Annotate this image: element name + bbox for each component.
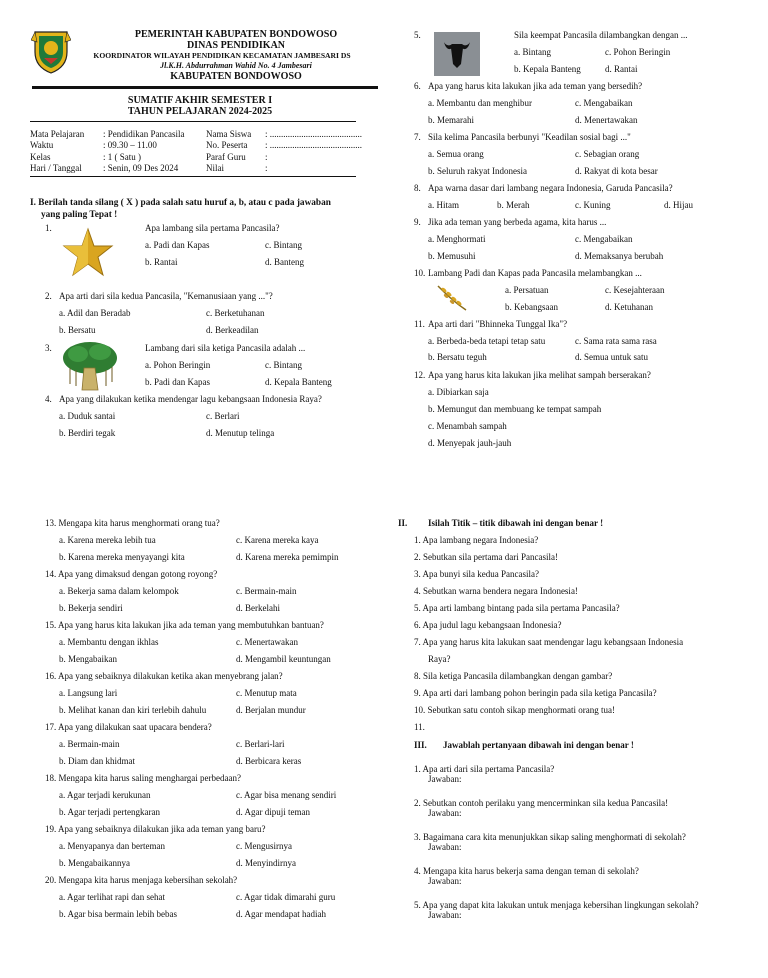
info-label: Mata Pelajaran xyxy=(30,129,85,139)
question-number: 14. xyxy=(45,569,57,579)
option-c[interactable]: c. Berlari xyxy=(206,411,240,421)
question-body: Apa yang harus kita lakukan jika ada teman yang membutuhkan bantuan? xyxy=(58,620,324,630)
question-number: 9. xyxy=(414,217,421,227)
question-text: Apa arti dari "Bhinneka Tunggal Ika"? xyxy=(428,319,568,329)
question-text: Sila kelima Pancasila berbunyi "Keadilan sosial bagi ..." xyxy=(428,132,631,142)
info-value: : 1 ( Satu ) xyxy=(103,152,141,162)
question-number: 11. xyxy=(414,319,425,329)
option-b[interactable]: b. Kepala Banteng xyxy=(514,64,581,74)
option-d[interactable]: d. Berbicara keras xyxy=(236,756,302,766)
question-number: 16. xyxy=(45,671,57,681)
question-text xyxy=(45,824,265,834)
option-b[interactable]: b. Berdiri tegak xyxy=(59,428,116,438)
question-body: Apa yang sebaiknya dilakukan jika ada teman yang baru? xyxy=(58,824,266,834)
option-d[interactable]: d. Rantai xyxy=(605,64,638,74)
section-3-number: III. xyxy=(414,740,427,750)
option-a[interactable]: a. Karena mereka lebih tua xyxy=(59,535,156,545)
question-text: Lambang dari sila ketiga Pancasila adalah ... xyxy=(145,343,306,353)
option-d[interactable]: d. Agar mendapat hadiah xyxy=(236,909,326,919)
option-c[interactable]: c. Menutup mata xyxy=(236,688,297,698)
answer-label[interactable]: Jawaban: xyxy=(428,842,462,852)
option-a[interactable]: a. Bintang xyxy=(514,47,551,57)
option-d[interactable]: d. Mengambil keuntungan xyxy=(236,654,331,664)
info-label: Paraf Guru xyxy=(206,152,246,162)
option-c[interactable]: c. Pohon Beringin xyxy=(605,47,671,57)
option-c[interactable]: c. Kuning xyxy=(575,200,611,210)
option-d[interactable]: d. Berkeadilan xyxy=(206,325,259,335)
question-text: Lambang Padi dan Kapas pada Pancasila melambangkan ... xyxy=(428,268,642,278)
fill-in-item: 9. Apa arti dari lambang pohon beringin pada sila ketiga Pancasila? xyxy=(414,688,657,698)
option-a[interactable]: a. Bermain-main xyxy=(59,739,120,749)
kabupaten-logo xyxy=(31,28,71,74)
section-3-title: Jawablah pertanyaan dibawah ini dengan benar ! xyxy=(443,740,634,750)
option-a[interactable]: a. Agar terjadi kerukunan xyxy=(59,790,151,800)
question-number: 6. xyxy=(414,81,421,91)
header-line-2: DINAS PENDIDIKAN xyxy=(186,40,286,51)
option-b[interactable]: b. Bekerja sendiri xyxy=(59,603,123,613)
question-text xyxy=(45,875,237,885)
section-2-number: II. xyxy=(398,518,408,528)
option-a[interactable]: a. Hitam xyxy=(428,200,459,210)
question-text: Apa lambang sila pertama Pancasila? xyxy=(145,223,280,233)
option-d[interactable]: d. Semua untuk satu xyxy=(575,352,648,362)
title-divider xyxy=(30,121,356,122)
option-c[interactable]: c. Menertawakan xyxy=(236,637,298,647)
option-a[interactable]: a. Bekerja sama dalam kelompok xyxy=(59,586,179,596)
answer-label[interactable]: Jawaban: xyxy=(428,774,462,784)
option-d[interactable]: d. Menutup telinga xyxy=(206,428,275,438)
option-a[interactable]: a. Agar terlihat rapi dan sehat xyxy=(59,892,165,902)
info-value: : 09.30 – 11.00 xyxy=(103,140,157,150)
question-number: 20. xyxy=(45,875,57,885)
fill-in-item: 6. Apa judul lagu kebangsaan Indonesia? xyxy=(414,620,562,630)
bull-head-icon xyxy=(434,32,480,76)
info-label: Hari / Tanggal xyxy=(30,163,82,173)
option-d[interactable]: d. Menyepak jauh-jauh xyxy=(428,438,512,448)
question-text xyxy=(45,773,241,783)
question-text xyxy=(45,518,220,528)
question-text xyxy=(45,671,283,681)
option-b[interactable]: b. Memarahi xyxy=(428,115,474,125)
question-text: Apa warna dasar dari lambang negara Indonesia, Garuda Pancasila? xyxy=(428,183,673,193)
question-text: Jika ada teman yang berbeda agama, kita harus ... xyxy=(428,217,607,227)
question-text: Apa yang harus kita lakukan jika ada teman yang bersedih? xyxy=(428,81,643,91)
fill-in-item: 8. Sila ketiga Pancasila dilambangkan dengan gambar? xyxy=(414,671,613,681)
question-number: 2. xyxy=(45,291,52,301)
option-a[interactable]: a. Duduk santai xyxy=(59,411,116,421)
info-label: Nilai xyxy=(206,163,224,173)
student-number-field[interactable]: : ......................................... xyxy=(265,140,363,150)
option-d[interactable]: d. Berkelahi xyxy=(236,603,280,613)
option-c[interactable]: c. Bintang xyxy=(265,360,302,370)
option-c[interactable]: c. Agar bisa menang sendiri xyxy=(236,790,337,800)
option-b[interactable]: b. Memungut dan membuang ke tempat sampah xyxy=(428,404,602,414)
option-a[interactable]: a. Menyapanya dan berteman xyxy=(59,841,165,851)
option-d[interactable]: d. Banteng xyxy=(265,257,304,267)
option-b[interactable]: b. Bersatu teguh xyxy=(428,352,487,362)
section-1-title: I. Berilah tanda silang ( X ) pada salah satu huruf a, b, atau c pada jawaban xyxy=(30,198,331,208)
option-a[interactable]: a. Membantu dengan ikhlas xyxy=(59,637,159,647)
question-body: Mengapa kita harus menjaga kebersihan sekolah? xyxy=(58,875,238,885)
question-number: 3. xyxy=(45,343,52,353)
header-divider xyxy=(32,86,378,89)
option-c[interactable]: c. Agar tidak dimarahi guru xyxy=(236,892,336,902)
option-b[interactable]: b. Diam dan khidmat xyxy=(59,756,135,766)
fill-in-item: 10. Sebutkan satu contoh sikap menghormati orang tua! xyxy=(414,705,615,715)
question-text: Apa yang harus kita lakukan jika melihat sampah berserakan? xyxy=(428,370,651,380)
option-d[interactable]: d. Kepala Banteng xyxy=(265,377,332,387)
info-divider xyxy=(30,176,356,177)
question-number: 17. xyxy=(45,722,57,732)
option-b[interactable]: b. Seluruh rakyat Indonesia xyxy=(428,166,527,176)
section-2-title: Isilah Titik – titik dibawah ini dengan benar ! xyxy=(428,518,604,528)
option-a[interactable]: a. Membantu dan menghibur xyxy=(428,98,532,108)
question-number: 4. xyxy=(45,394,52,404)
option-c[interactable]: c. Menambah sampah xyxy=(428,421,507,431)
option-c[interactable]: c. Berlari-lari xyxy=(236,739,285,749)
option-a[interactable]: a. Persatuan xyxy=(505,285,549,295)
option-a[interactable]: a. Langsung lari xyxy=(59,688,118,698)
question-number: 13. xyxy=(45,518,57,528)
option-a[interactable]: a. Dibiarkan saja xyxy=(428,387,489,397)
option-b[interactable]: b. Kebangsaan xyxy=(505,302,558,312)
option-d[interactable]: d. Memaksanya berubah xyxy=(575,251,664,261)
question-number: 15. xyxy=(45,620,57,630)
question-text xyxy=(45,620,324,630)
question-body: Apa yang dimaksud dengan gotong royong? xyxy=(58,569,218,579)
question-number: 12. xyxy=(414,370,426,380)
question-text xyxy=(45,569,217,579)
answer-label[interactable]: Jawaban: xyxy=(428,876,462,886)
question-text: Apa yang dilakukan ketika mendengar lagu kebangsaan Indonesia Raya? xyxy=(59,394,322,404)
option-d[interactable]: d. Menyindirnya xyxy=(236,858,296,868)
option-c[interactable]: c. Mengusirnya xyxy=(236,841,292,851)
info-label: Nama Siswa xyxy=(206,129,252,139)
star-icon xyxy=(62,227,114,277)
option-a[interactable]: a. Pohon Beringin xyxy=(145,360,211,370)
answer-label[interactable]: Jawaban: xyxy=(428,808,462,818)
essay-question: 5. Apa yang dapat kita lakukan untuk menjaga kebersihan lingkungan sekolah? xyxy=(414,900,699,910)
header-line-5: KABUPATEN BONDOWOSO xyxy=(170,71,302,82)
fill-in-item: 11. xyxy=(414,722,425,732)
option-d[interactable]: d. Karena mereka pemimpin xyxy=(236,552,339,562)
question-number: 19. xyxy=(45,824,57,834)
question-body: Apa yang dilakukan saat upacara bendera? xyxy=(58,722,212,732)
question-body: Mengapa kita harus saling menghargai perbedaan? xyxy=(58,773,242,783)
essay-question: 4. Mengapa kita harus bekerja sama dengan teman di sekolah? xyxy=(414,866,639,876)
option-c[interactable]: c. Sama rata sama rasa xyxy=(575,336,657,346)
option-a[interactable]: a. Padi dan Kapas xyxy=(145,240,210,250)
score-field[interactable]: : xyxy=(265,163,268,173)
teacher-sign-field[interactable]: : xyxy=(265,152,268,162)
question-number: 8. xyxy=(414,183,421,193)
option-b[interactable]: b. Merah xyxy=(497,200,530,210)
exam-title: SUMATIF AKHIR SEMESTER I xyxy=(127,95,273,106)
option-c[interactable]: c. Bermain-main xyxy=(236,586,297,596)
essay-question: 3. Bagaimana cara kita menunjukkan sikap saling menghormati di sekolah? xyxy=(414,832,686,842)
section-1-title-cont: yang paling Tepat ! xyxy=(41,210,118,220)
answer-label[interactable]: Jawaban: xyxy=(428,910,462,920)
question-body: Apa yang sebaiknya dilakukan ketika akan menyebrang jalan? xyxy=(58,671,283,681)
option-d[interactable]: d. Hijau xyxy=(664,200,693,210)
option-c[interactable]: c. Mengabaikan xyxy=(575,234,633,244)
option-c[interactable]: c. Kesejahteraan xyxy=(605,285,665,295)
info-label: Kelas xyxy=(30,152,51,162)
option-a[interactable]: a. Berbeda-beda tetapi tetap satu xyxy=(428,336,546,346)
option-b[interactable]: b. Mengabaikannya xyxy=(59,858,130,868)
essay-question: 2. Sebutkan contoh perilaku yang mencerminkan sila kedua Pancasila! xyxy=(414,798,669,808)
header-line-3: KOORDINATOR WILAYAH PENDIDIKAN KECAMATAN JAMBESARI DS xyxy=(93,51,351,60)
option-b[interactable]: b. Karena mereka menyayangi kita xyxy=(59,552,185,562)
option-c[interactable]: c. Mengabaikan xyxy=(575,98,633,108)
option-b[interactable]: b. Bersatu xyxy=(59,325,96,335)
option-a[interactable]: a. Menghormati xyxy=(428,234,486,244)
fill-in-item: 4. Sebutkan warna bendera negara Indonesia! xyxy=(414,586,578,596)
essay-question: 1. Apa arti dari sila pertama Pancasila? xyxy=(414,764,555,774)
option-b[interactable]: b. Memusuhi xyxy=(428,251,476,261)
option-b[interactable]: b. Mengabaikan xyxy=(59,654,117,664)
info-label: No. Peserta xyxy=(206,140,248,150)
info-label: Waktu xyxy=(30,140,54,150)
option-c[interactable]: c. Berketuhanan xyxy=(206,308,265,318)
option-a[interactable]: a. Semua orang xyxy=(428,149,484,159)
option-b[interactable]: b. Rantai xyxy=(145,257,178,267)
fill-in-item: 5. Apa arti lambang bintang pada sila pertama Pancasila? xyxy=(414,603,620,613)
option-d[interactable]: d. Menertawakan xyxy=(575,115,638,125)
question-number: 1. xyxy=(45,223,52,233)
question-number: 7. xyxy=(414,132,421,142)
header-address: Jl.K.H. Abdurrahman Wahid No. 4 Jambesari xyxy=(160,61,312,70)
option-d[interactable]: d. Agar dipuji teman xyxy=(236,807,310,817)
question-number: 18. xyxy=(45,773,57,783)
option-d[interactable]: d. Berjalan mundur xyxy=(236,705,306,715)
question-text: Sila keempat Pancasila dilambangkan dengan ... xyxy=(514,30,688,40)
header-line-1: PEMERINTAH KABUPATEN BONDOWOSO xyxy=(134,29,338,40)
option-d[interactable]: d. Ketuhanan xyxy=(605,302,653,312)
option-c[interactable]: c. Sebagian orang xyxy=(575,149,640,159)
option-b[interactable]: b. Agar bisa bermain lebih bebas xyxy=(59,909,177,919)
option-a[interactable]: a. Adil dan Beradab xyxy=(59,308,131,318)
fill-in-item: 2. Sebutkan sila pertama dari Pancasila! xyxy=(414,552,558,562)
option-c[interactable]: c. Bintang xyxy=(265,240,302,250)
exam-year: TAHUN PELAJARAN 2024-2025 xyxy=(127,106,273,117)
info-value: : Senin, 09 Des 2024 xyxy=(103,163,179,173)
banyan-tree-icon xyxy=(62,340,118,392)
fill-in-item: 1. Apa lambang negara Indonesia? xyxy=(414,535,539,545)
question-text: Apa arti dari sila kedua Pancasila, "Kemanusiaan yang ..."? xyxy=(59,291,273,301)
info-value: : Pendidikan Pancasila xyxy=(103,129,185,139)
option-b[interactable]: b. Padi dan Kapas xyxy=(145,377,210,387)
fill-in-item: 3. Apa bunyi sila kedua Pancasila? xyxy=(414,569,539,579)
fill-in-item-cont: Raya? xyxy=(428,654,451,664)
student-name-field[interactable]: : ......................................... xyxy=(265,129,363,139)
rice-cotton-icon xyxy=(436,282,468,312)
option-b[interactable]: b. Melihat kanan dan kiri terlebih dahulu xyxy=(59,705,207,715)
fill-in-item: 7. Apa yang harus kita lakukan saat mendengar lagu kebangsaan Indonesia xyxy=(414,637,684,647)
option-d[interactable]: d. Rakyat di kota besar xyxy=(575,166,658,176)
option-b[interactable]: b. Agar terjadi pertengkaran xyxy=(59,807,160,817)
question-text xyxy=(45,722,212,732)
question-number: 10. xyxy=(414,268,426,278)
option-c[interactable]: c. Karena mereka kaya xyxy=(236,535,319,545)
question-number: 5. xyxy=(414,30,421,40)
question-body: Mengapa kita harus menghormati orang tua? xyxy=(58,518,220,528)
